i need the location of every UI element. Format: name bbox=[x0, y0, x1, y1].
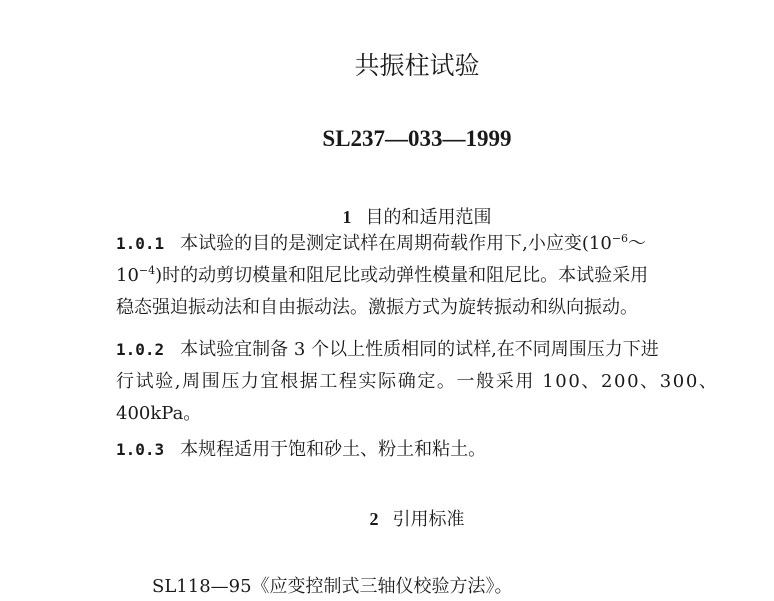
section-number: 2 bbox=[369, 509, 379, 529]
page-title: 共振柱试验 bbox=[354, 51, 480, 80]
exponent: −6 bbox=[611, 232, 629, 245]
section-number: 1 bbox=[342, 207, 352, 227]
clause-1-0-3-line-1 bbox=[116, 438, 486, 462]
clause-number: 1.0.2 bbox=[116, 340, 165, 359]
clause-1-0-1-line-2 bbox=[116, 264, 648, 288]
section-heading-1 bbox=[0, 203, 774, 229]
section-title: 目的和适用范围 bbox=[365, 207, 492, 228]
clause-1-0-1-line-3: 稳态强迫振动法和自由振动法。激振方式为旋转振动和纵向振动。 bbox=[116, 297, 638, 318]
reference-standard: SL118—95《应变控制式三轴仪校验方法》。 bbox=[152, 576, 513, 597]
clause-text: )时的动剪切模量和阻尼比或动弹性模量和阻尼比。本试验采用 bbox=[155, 265, 649, 286]
clause-1-0-2-line-1 bbox=[116, 338, 659, 362]
clause-1-0-2-line-2: 行试验,周围压力宜根据工程实际确定。一般采用 100、200、300、 bbox=[116, 371, 719, 392]
clause-text: 本试验的目的是测定试样在周期荷载作用下,小应变(10 bbox=[180, 233, 612, 254]
clause-1-0-1-line-1 bbox=[116, 232, 646, 256]
clause-number: 1.0.3 bbox=[116, 440, 165, 459]
clause-text: 本规程适用于饱和砂土、粉土和粘土。 bbox=[180, 439, 487, 460]
clause-text: ～ bbox=[628, 233, 647, 254]
standard-code: SL237—033—1999 bbox=[322, 126, 512, 151]
clause-1-0-2-line-3: 400kPa。 bbox=[116, 403, 202, 424]
clause-text: 本试验宜制备 3 个以上性质相同的试样,在不同周围压力下进 bbox=[180, 339, 659, 360]
section-heading-2 bbox=[0, 505, 774, 531]
section-title: 引用标准 bbox=[392, 509, 465, 530]
clause-number: 1.0.1 bbox=[116, 234, 165, 253]
exponent: −4 bbox=[138, 264, 156, 277]
clause-text: 10 bbox=[116, 265, 139, 286]
